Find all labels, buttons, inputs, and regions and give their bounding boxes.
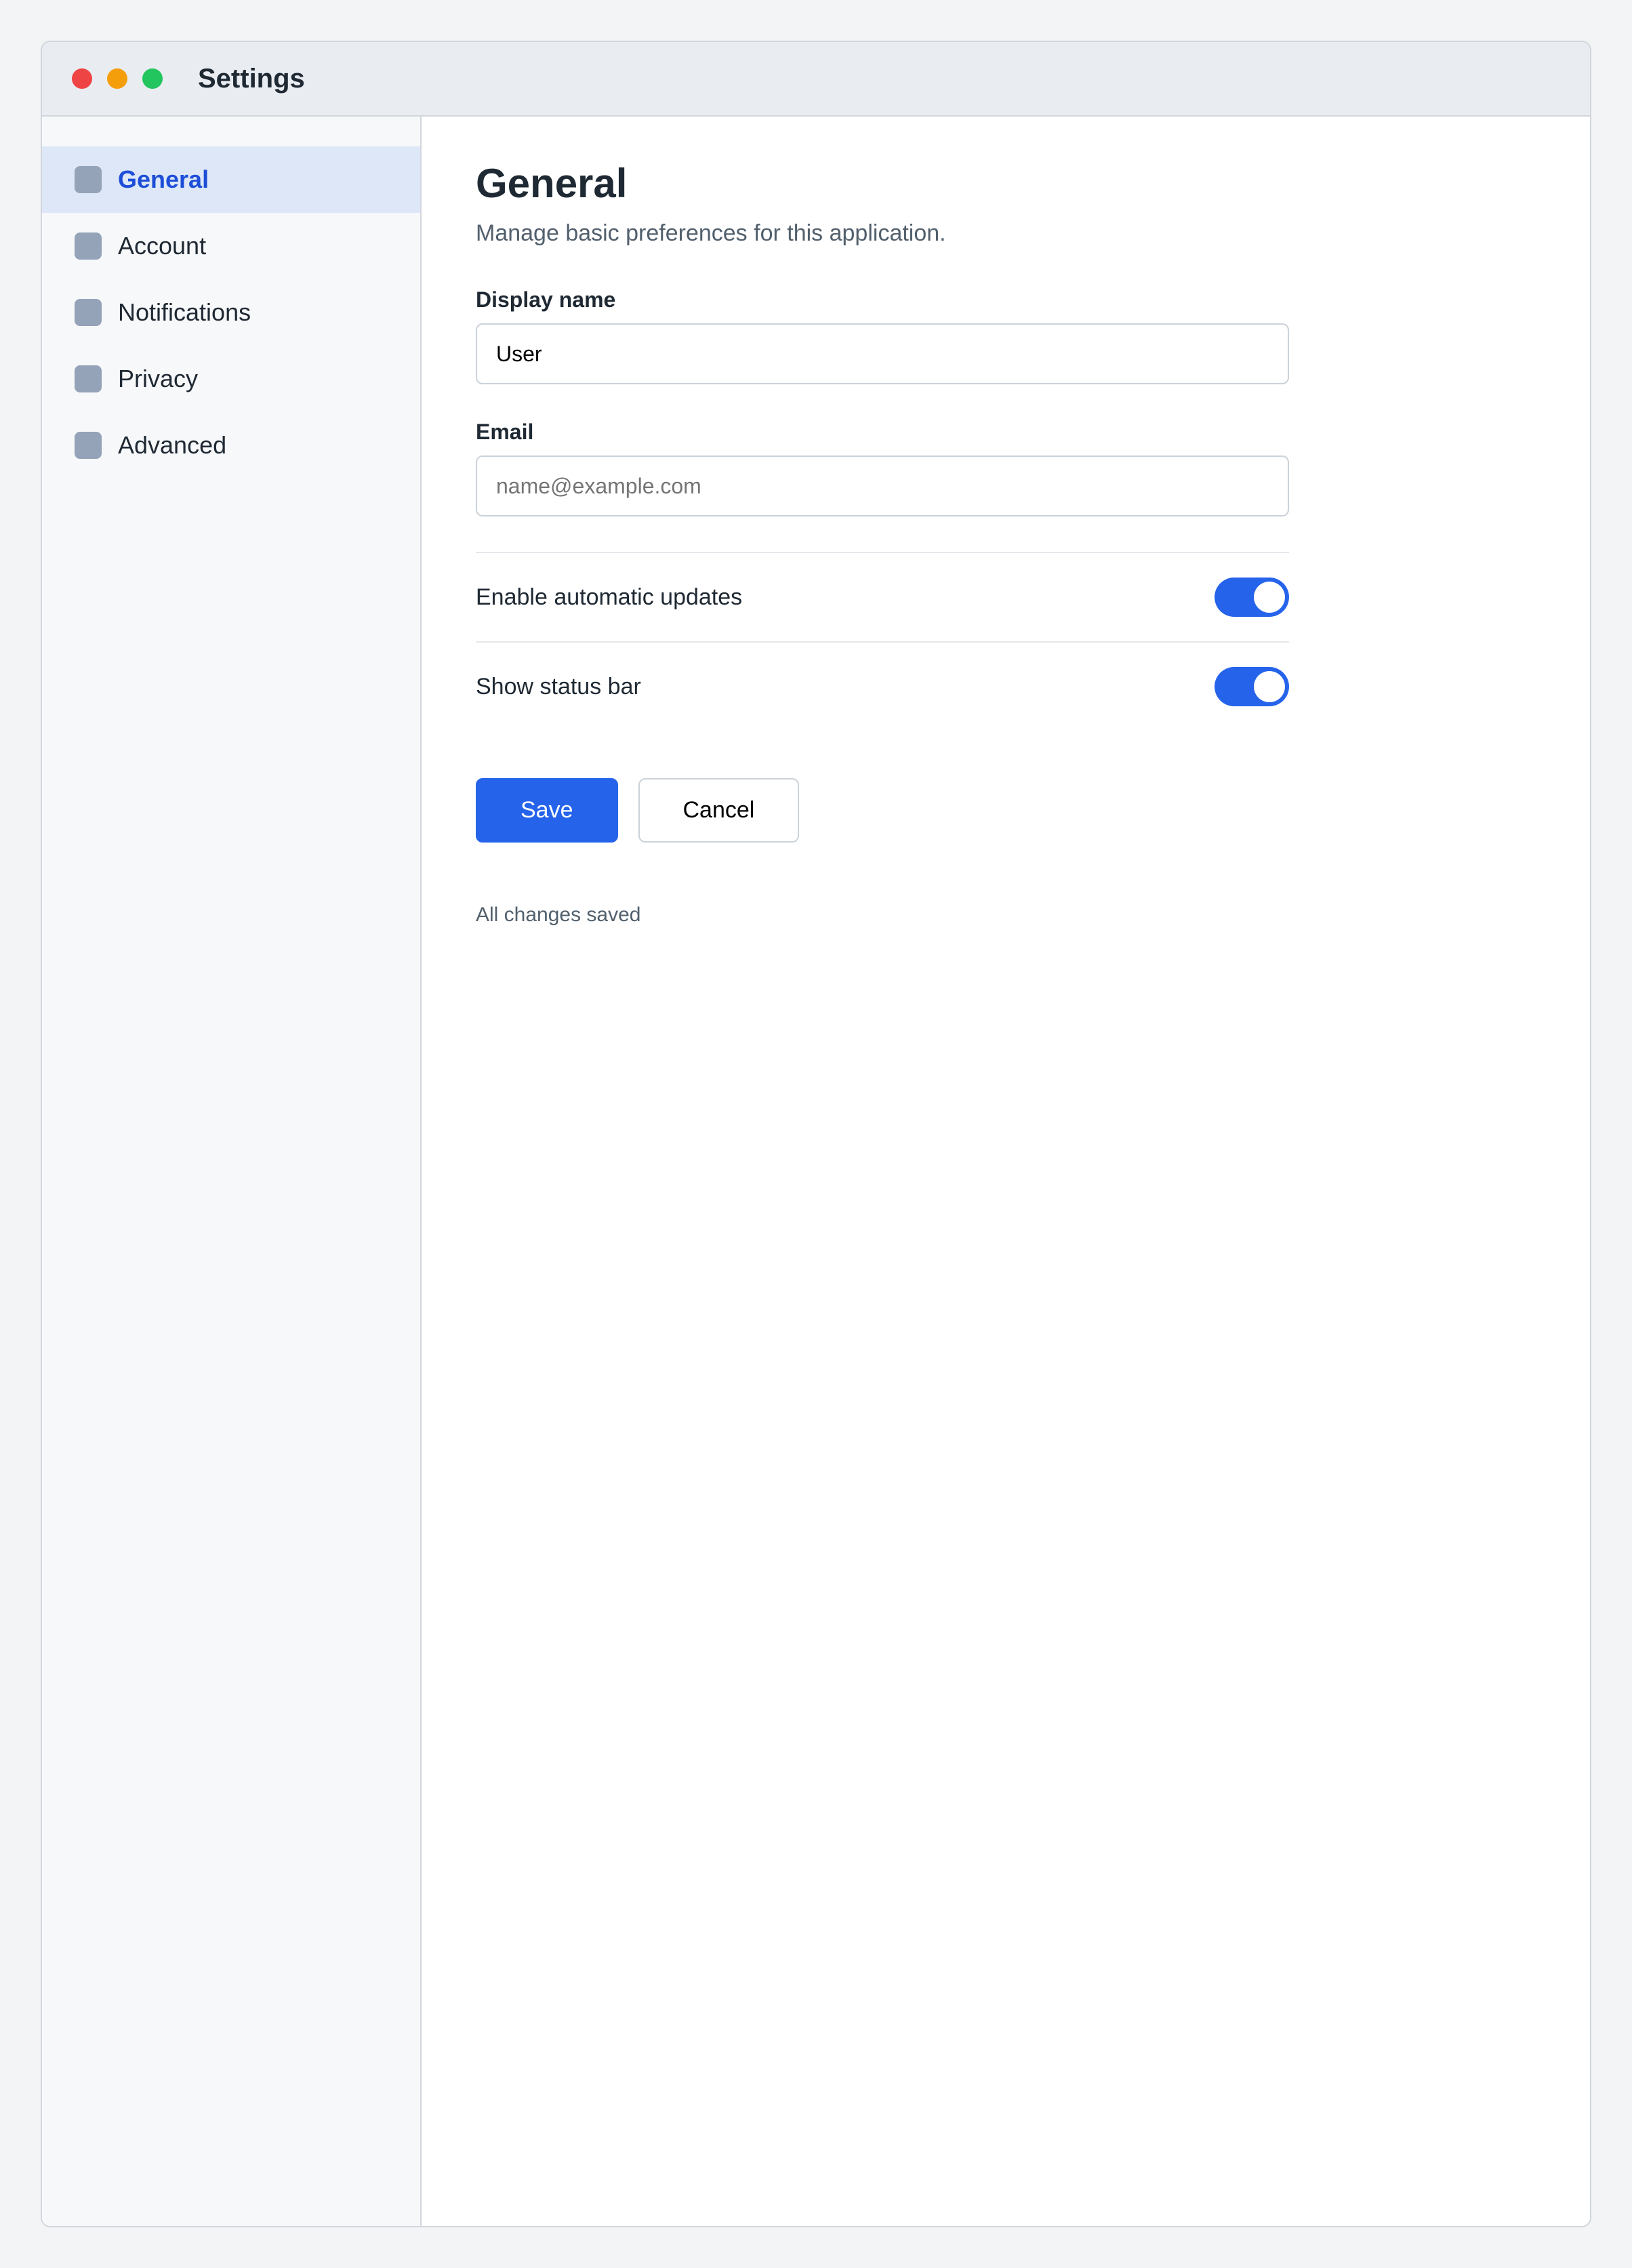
name-input[interactable] — [476, 323, 1289, 384]
status-text: All changes saved — [476, 904, 641, 926]
cancel-button[interactable]: Cancel — [638, 778, 800, 843]
toggle-row-updates — [476, 552, 1289, 641]
sidebar-item-label: Account — [118, 232, 207, 260]
updates-toggle[interactable] — [1215, 578, 1289, 617]
window-title: Settings — [198, 63, 305, 94]
statusbar-toggle[interactable] — [1215, 667, 1289, 706]
close-button[interactable] — [72, 68, 92, 89]
sidebar-item-general[interactable] — [42, 146, 420, 213]
page-subtitle: Manage basic preferences for this application. — [476, 220, 946, 246]
sidebar-item-label: Advanced — [118, 431, 227, 459]
sidebar-item-advanced[interactable] — [42, 412, 420, 479]
general-icon — [75, 166, 102, 193]
gear-icon — [75, 432, 102, 459]
app-window — [41, 41, 1591, 2227]
action-bar — [476, 778, 1536, 843]
bell-icon — [75, 299, 102, 326]
sidebar-item-label: Privacy — [118, 365, 199, 392]
save-button[interactable]: Save — [476, 778, 618, 843]
title-bar — [42, 42, 1590, 117]
minimize-button[interactable] — [107, 68, 127, 89]
sidebar-item-label: Notifications — [118, 298, 251, 326]
sidebar — [42, 117, 422, 2226]
sidebar-item-privacy[interactable] — [42, 346, 420, 412]
toggle-label: Enable automatic updates — [476, 584, 743, 610]
toggle-label: Show status bar — [476, 673, 641, 700]
sidebar-item-account[interactable] — [42, 213, 420, 279]
user-icon — [75, 232, 102, 260]
name-label: Display name — [476, 287, 616, 312]
email-input[interactable] — [476, 455, 1289, 517]
maximize-button[interactable] — [142, 68, 163, 89]
sidebar-item-notifications[interactable] — [42, 279, 420, 346]
page-title: General — [476, 161, 628, 206]
shield-icon — [75, 365, 102, 392]
layout — [42, 117, 1590, 2226]
name-field-group — [476, 287, 1536, 384]
sidebar-item-label: General — [118, 165, 209, 193]
toggle-row-statusbar — [476, 641, 1289, 731]
email-label: Email — [476, 420, 534, 444]
main-panel — [422, 117, 1590, 2226]
email-field-group — [476, 420, 1536, 517]
